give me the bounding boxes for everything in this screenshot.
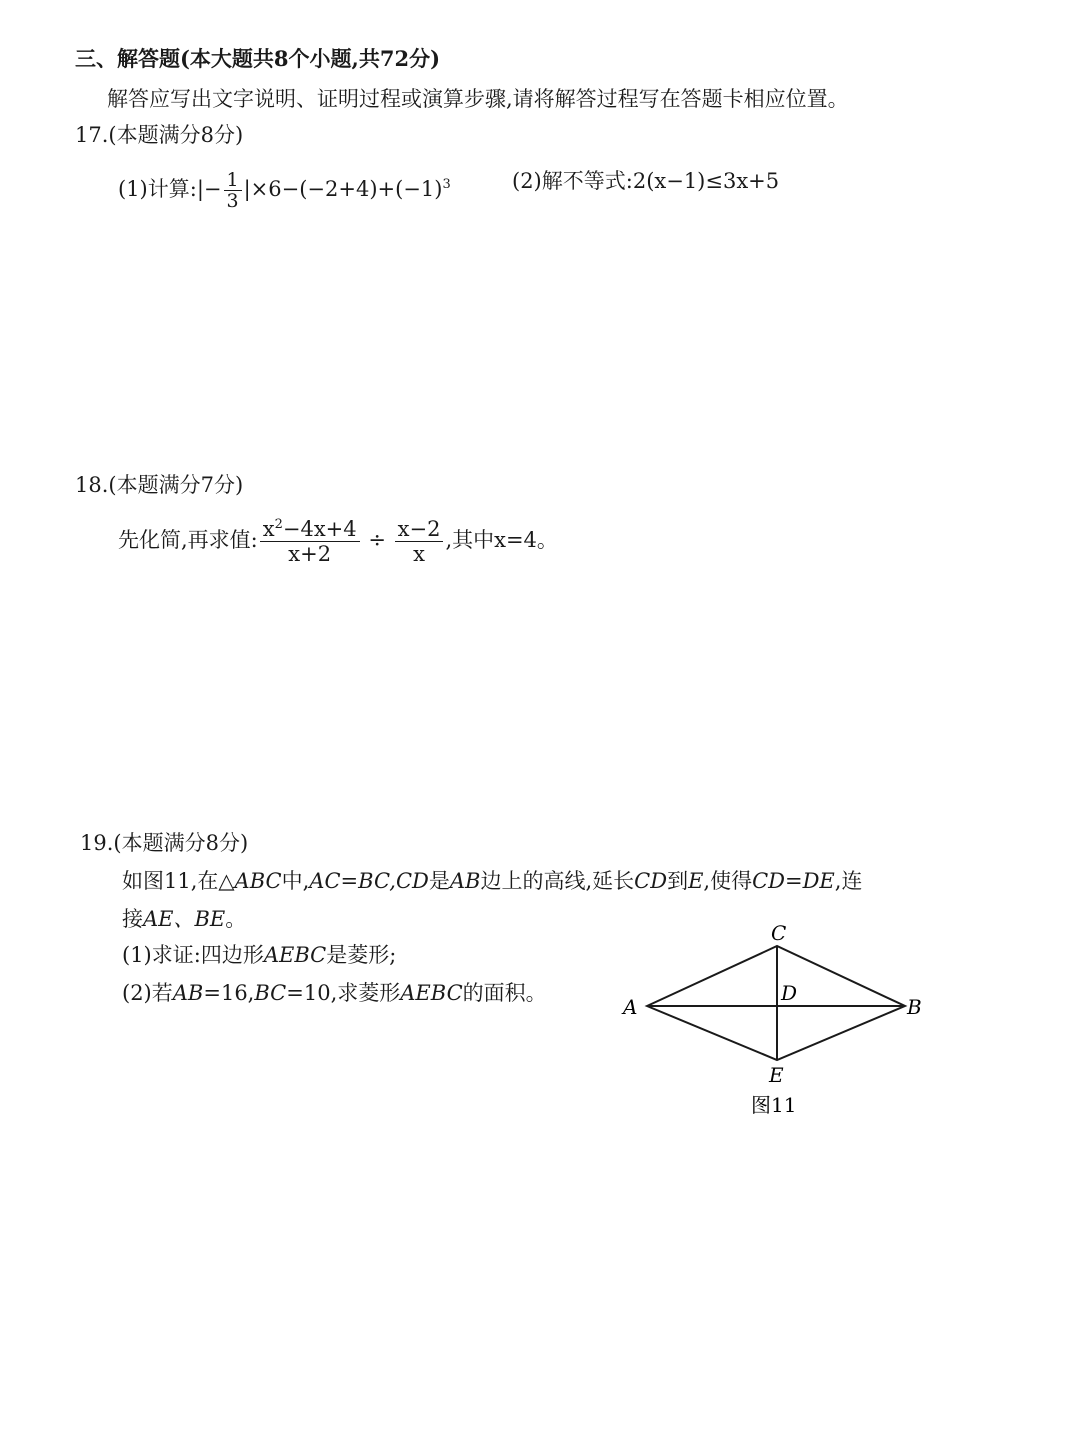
q18-fraction-1 (260, 517, 360, 566)
q17-score: (本题满分8分) (108, 123, 244, 147)
q19-part2-a: (2)若 (122, 981, 173, 1005)
q18-frac1-num-var: x (262, 517, 275, 541)
q17-header (75, 122, 243, 148)
section-instruction: 解答应写出文字说明、证明过程或演算步骤,请将解答过程写在答题卡相应位置。 (107, 87, 849, 111)
q19-line1-c: 中, (281, 869, 310, 893)
figure-11-rhombus (615, 918, 935, 1123)
q19-part2-g: 的面积。 (462, 981, 547, 1005)
q17-part1-exp: 3 (442, 177, 451, 192)
q19-line1-m: ,连 (834, 869, 863, 893)
q17-part2 (512, 168, 779, 194)
q18-number: 18. (75, 473, 109, 497)
q17-part1-abs-open: |− (196, 177, 222, 201)
q17-number: 17. (75, 123, 109, 147)
q19-part2-b: AB (172, 981, 204, 1005)
q19-part1-b: AEBC (263, 943, 327, 967)
q19-part1-a: (1)求证:四边形 (122, 943, 264, 967)
q19-line1-l: CD=DE (752, 869, 835, 893)
q19-part2-e: =10,求菱形 (286, 981, 401, 1005)
q19-line1-f: AB (449, 869, 481, 893)
q19-line1-b: ABC (234, 869, 282, 893)
q19-line2 (122, 906, 246, 932)
q19-part2-c: =16, (203, 981, 255, 1005)
vertex-label-e: E (769, 1063, 784, 1087)
q18-frac2-num: x−2 (395, 517, 444, 542)
vertex-label-c: C (771, 921, 787, 945)
q19-line1-j: E (688, 869, 704, 893)
q17-part1 (118, 164, 451, 214)
q19-part1 (122, 942, 396, 968)
q17-part1-label: (1)计算: (118, 177, 197, 201)
q19-line1-h: CD (634, 869, 668, 893)
q18-prefix: 先化简,再求值: (118, 528, 258, 552)
vertex-label-a: A (623, 995, 638, 1019)
q18-frac2-den: x (413, 542, 425, 566)
q19-line2-c: 。 (225, 907, 247, 931)
q19-part1-c: 是菱形; (326, 943, 397, 967)
q18-frac1-den: x+2 (288, 542, 332, 566)
q19-line1-i: 到 (667, 869, 689, 893)
q19-part2 (122, 980, 547, 1006)
section-heading: 三、解答题(本大题共8个小题,共72分) (75, 46, 441, 71)
q18-fraction-2 (395, 517, 444, 566)
q18-operator: ÷ (368, 528, 386, 552)
q19-number: 19. (80, 831, 114, 855)
q18-frac1-num (260, 517, 360, 542)
q19-line1-e: 是 (428, 869, 450, 893)
q17-part2-expr: 2(x−1)≤3x+5 (632, 169, 780, 193)
q18-expression (118, 512, 558, 568)
q17-fraction (224, 170, 242, 211)
q17-part2-label: (2)解不等式: (512, 169, 633, 193)
q19-part2-d: BC (254, 981, 287, 1005)
vertex-label-b: B (907, 995, 922, 1019)
q18-suffix: ,其中x=4。 (445, 528, 558, 552)
q18-header (75, 472, 243, 498)
q19-line1-d: AC=BC,CD (309, 869, 429, 893)
q19-line2-b: AE、BE (143, 907, 226, 931)
q19-line2-a: 接 (122, 907, 143, 931)
q18-frac1-num-rest: −4x+4 (282, 517, 357, 541)
q19-line1-k: ,使得 (703, 869, 753, 893)
q18-frac1-num-exp: 2 (274, 517, 283, 532)
q19-line1 (122, 868, 862, 894)
point-label-d: D (781, 981, 798, 1005)
q19-part2-f: AEBC (400, 981, 463, 1005)
q18-score: (本题满分7分) (108, 473, 244, 497)
q17-part1-rest: |×6−(−2+4)+(−1) (243, 177, 443, 201)
q17-frac-den: 3 (226, 190, 239, 212)
q17-frac-num: 1 (224, 170, 242, 191)
q19-line1-a: 如图11,在△ (122, 869, 235, 893)
q19-header (80, 830, 248, 856)
figure-caption: 图11 (751, 1093, 797, 1117)
q19-line1-g: 边上的高线,延长 (480, 869, 635, 893)
q19-score: (本题满分8分) (113, 831, 249, 855)
